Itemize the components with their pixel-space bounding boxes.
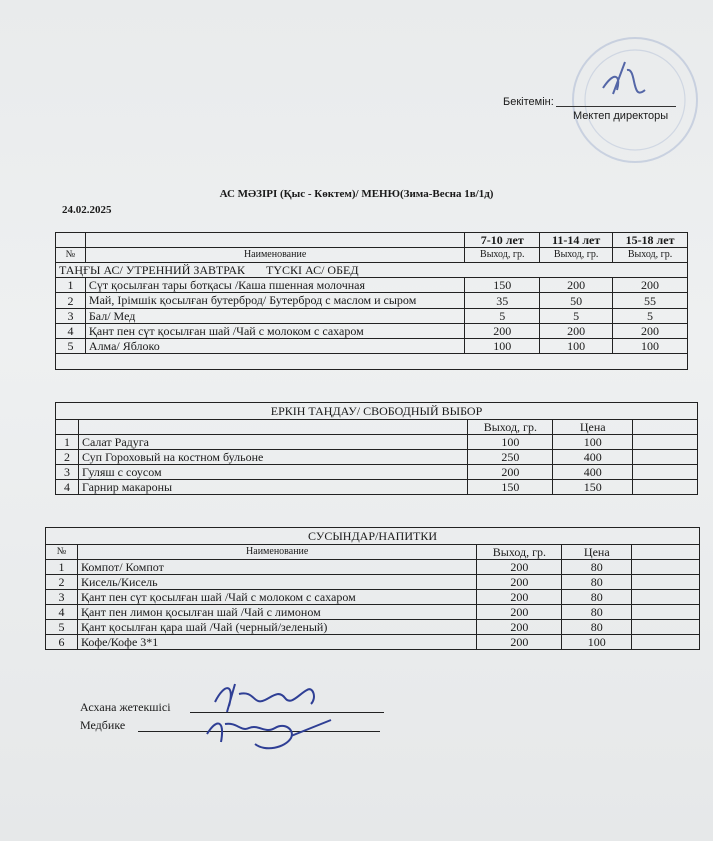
row-num: 2 — [46, 575, 78, 590]
drinks-table — [45, 527, 700, 650]
empty-cell — [632, 545, 700, 560]
name-header: Наименование — [85, 248, 464, 263]
row-price: 400 — [553, 465, 633, 480]
empty-cell — [632, 620, 700, 635]
table-row — [46, 560, 700, 575]
empty-cell — [633, 435, 698, 450]
stamp-seal — [555, 30, 705, 180]
table-row — [56, 403, 698, 420]
age-header: 7-10 лет — [465, 233, 540, 248]
row-num: 4 — [46, 605, 78, 620]
row-num: 1 — [46, 560, 78, 575]
row-value: 55 — [613, 293, 688, 309]
row-yield: 200 — [477, 575, 562, 590]
row-yield: 150 — [468, 480, 553, 495]
section-title: СУСЫНДАР/НАПИТКИ — [46, 528, 700, 545]
nurse-signature-label: Медбике — [80, 718, 126, 732]
row-value: 5 — [613, 309, 688, 324]
table-row — [46, 590, 700, 605]
empty-cell — [632, 605, 700, 620]
table-row — [56, 450, 698, 465]
table-row — [56, 309, 688, 324]
table-row — [46, 635, 700, 650]
table-row — [46, 575, 700, 590]
table-row — [46, 528, 700, 545]
row-name: Суп Гороховый на костном бульоне — [78, 450, 467, 465]
row-price: 80 — [562, 590, 632, 605]
empty-cell — [85, 233, 464, 248]
table-row — [56, 480, 698, 495]
row-value: 150 — [465, 278, 540, 293]
row-value: 5 — [465, 309, 540, 324]
approval-signature-line — [556, 106, 676, 107]
row-value: 5 — [540, 309, 613, 324]
row-yield: 200 — [477, 635, 562, 650]
row-num: 6 — [46, 635, 78, 650]
row-num: 3 — [56, 465, 79, 480]
row-name: Қант қосылған қара шай /Чай (черный/зеленый) — [77, 620, 477, 635]
table-row — [56, 278, 688, 293]
table-row — [46, 605, 700, 620]
table-row — [56, 263, 688, 278]
section-title: ЕРКІН ТАҢДАУ/ СВОБОДНЫЙ ВЫБОР — [56, 403, 698, 420]
yield-header: Выход, гр. — [465, 248, 540, 263]
table-row — [56, 354, 688, 370]
row-name: Сүт қосылған тары ботқасы /Каша пшенная молочная — [85, 278, 464, 293]
section-title: ТАҢҒЫ АС/ УТРЕННИЙ ЗАВТРАК ТҮСКІ АС/ ОБЕД — [56, 263, 688, 278]
table-row — [56, 435, 698, 450]
age-header: 15-18 лет — [613, 233, 688, 248]
num-header: № — [56, 248, 86, 263]
yield-header: Выход, гр. — [477, 545, 562, 560]
row-price: 80 — [562, 605, 632, 620]
empty-cell — [633, 450, 698, 465]
name-header: Наименование — [77, 545, 477, 560]
empty-cell — [633, 480, 698, 495]
row-name: Май, Ірімшік қосылған бутерброд/ Бутерброд с маслом и сыром — [85, 293, 464, 309]
row-name: Гарнир макароны — [78, 480, 467, 495]
row-num: 4 — [56, 480, 79, 495]
row-name: Бал/ Мед — [85, 309, 464, 324]
empty-cell — [632, 590, 700, 605]
row-yield: 200 — [477, 590, 562, 605]
handwritten-signature — [195, 672, 345, 762]
row-num: 5 — [56, 339, 86, 354]
row-price: 100 — [562, 635, 632, 650]
empty-cell — [56, 354, 688, 370]
row-name: Қант пен сүт қосылған шай /Чай с молоком с сахаром — [77, 590, 477, 605]
age-header: 11-14 лет — [540, 233, 613, 248]
empty-cell — [632, 635, 700, 650]
row-name: Компот/ Компот — [77, 560, 477, 575]
price-header: Цена — [562, 545, 632, 560]
row-name: Қант пен лимон қосылған шай /Чай с лимоном — [77, 605, 477, 620]
yield-header: Выход, гр. — [468, 420, 553, 435]
row-price: 80 — [562, 560, 632, 575]
row-value: 35 — [465, 293, 540, 309]
table-row — [56, 293, 688, 309]
table-row — [56, 233, 688, 248]
table-row — [56, 420, 698, 435]
row-value: 50 — [540, 293, 613, 309]
row-num: 1 — [56, 278, 86, 293]
row-yield: 200 — [477, 560, 562, 575]
row-num: 2 — [56, 450, 79, 465]
row-value: 200 — [613, 324, 688, 339]
row-yield: 200 — [468, 465, 553, 480]
row-price: 80 — [562, 575, 632, 590]
num-header: № — [46, 545, 78, 560]
breakfast-table — [55, 232, 688, 370]
row-price: 150 — [553, 480, 633, 495]
row-name: Кисель/Кисель — [77, 575, 477, 590]
row-value: 100 — [540, 339, 613, 354]
row-value: 200 — [540, 278, 613, 293]
menu-date: 24.02.2025 — [62, 204, 112, 216]
row-name: Гуляш с соусом — [78, 465, 467, 480]
menu-title: АС МӘЗІРІ (Қыс - Көктем)/ МЕНЮ(Зима-Весна 1в/1д) — [219, 188, 494, 200]
row-num: 1 — [56, 435, 79, 450]
row-price: 400 — [553, 450, 633, 465]
row-num: 4 — [56, 324, 86, 339]
row-price: 100 — [553, 435, 633, 450]
row-value: 100 — [613, 339, 688, 354]
row-value: 200 — [540, 324, 613, 339]
row-num: 5 — [46, 620, 78, 635]
row-yield: 100 — [468, 435, 553, 450]
approval-label: Бекітемін: — [503, 96, 554, 108]
row-num: 3 — [46, 590, 78, 605]
empty-cell — [632, 560, 700, 575]
price-header: Цена — [553, 420, 633, 435]
empty-cell — [633, 420, 698, 435]
row-name: Салат Радуга — [78, 435, 467, 450]
row-yield: 250 — [468, 450, 553, 465]
row-num: 2 — [56, 293, 86, 309]
row-yield: 200 — [477, 605, 562, 620]
empty-cell — [56, 420, 79, 435]
row-name: Қант пен сүт қосылған шай /Чай с молоком с сахаром — [85, 324, 464, 339]
yield-header: Выход, гр. — [613, 248, 688, 263]
chef-signature-label: Асхана жетекшісі — [80, 700, 171, 714]
approval-sub-label: Мектеп директоры — [573, 110, 669, 122]
row-value: 200 — [613, 278, 688, 293]
free-choice-table — [55, 402, 698, 495]
empty-cell — [56, 233, 86, 248]
row-name: Алма/ Яблоко — [85, 339, 464, 354]
row-yield: 200 — [477, 620, 562, 635]
table-row — [56, 465, 698, 480]
yield-header: Выход, гр. — [540, 248, 613, 263]
table-row — [56, 339, 688, 354]
row-num: 3 — [56, 309, 86, 324]
row-value: 100 — [465, 339, 540, 354]
row-value: 200 — [465, 324, 540, 339]
row-price: 80 — [562, 620, 632, 635]
table-row — [56, 324, 688, 339]
table-row — [46, 620, 700, 635]
empty-cell — [633, 465, 698, 480]
table-row — [46, 545, 700, 560]
empty-cell — [78, 420, 467, 435]
table-row — [56, 248, 688, 263]
empty-cell — [632, 575, 700, 590]
row-name: Кофе/Кофе 3*1 — [77, 635, 477, 650]
